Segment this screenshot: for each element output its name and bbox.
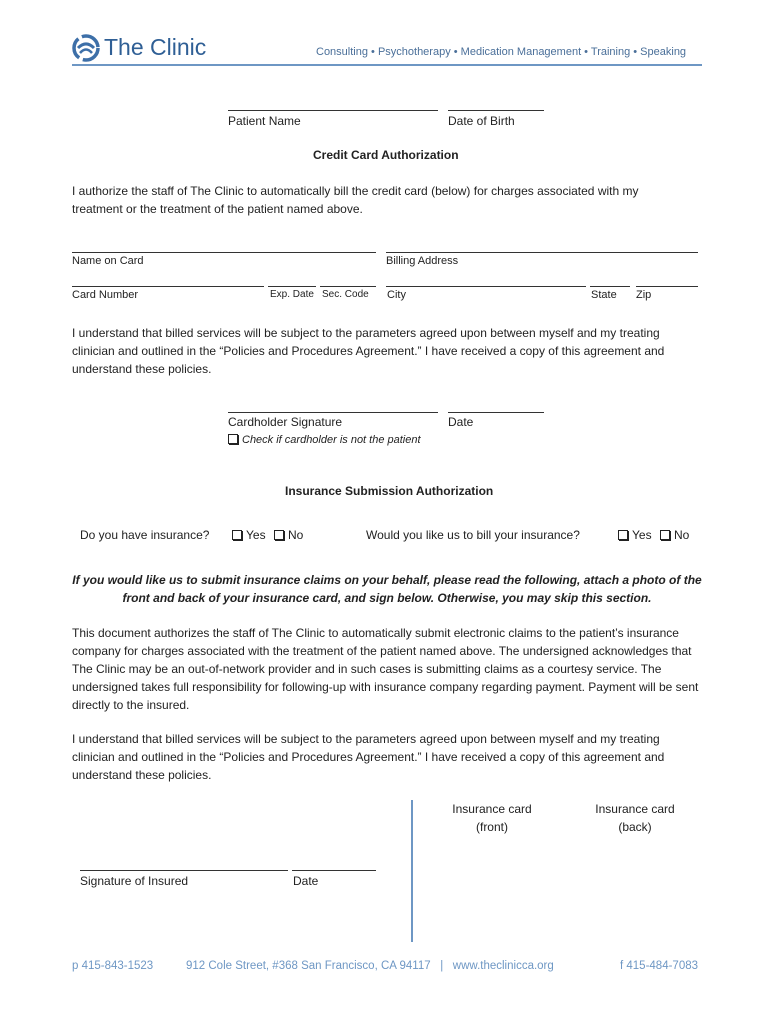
name-on-card-label: Name on Card bbox=[72, 255, 144, 267]
have-insurance-no-checkbox[interactable] bbox=[274, 530, 284, 540]
sec-code-label: Sec. Code bbox=[322, 289, 369, 300]
state-label: State bbox=[591, 289, 617, 301]
credit-card-title: Credit Card Authorization bbox=[313, 148, 459, 162]
insurance-instructions: If you would like us to submit insurance claims on your behalf, please read the following, attach a photo of the front and back of your insurance card, and sign below. Otherwise, you may skip this section. bbox=[72, 573, 702, 605]
city-label: City bbox=[387, 289, 406, 301]
exp-date-line[interactable] bbox=[268, 286, 316, 287]
footer-address: 912 Cole Street, #368 San Francisco, CA 94117 | www.theclinicca.org bbox=[186, 960, 554, 972]
card-number-line[interactable] bbox=[72, 286, 264, 287]
insurance-card-back-label: Insurance card (back) bbox=[595, 802, 675, 834]
have-insurance-yes[interactable] bbox=[232, 528, 266, 542]
services-tagline: Consulting • Psychotherapy • Medication Management • Training • Speaking bbox=[316, 46, 687, 58]
dob-label: Date of Birth bbox=[448, 114, 515, 128]
have-insurance-no[interactable] bbox=[274, 528, 303, 542]
insurance-card-front-label: Insurance card (front) bbox=[452, 802, 532, 834]
billing-address-label: Billing Address bbox=[386, 255, 459, 267]
dob-line[interactable] bbox=[448, 110, 544, 111]
city-line[interactable] bbox=[386, 286, 586, 287]
credit-card-auth-text: I authorize the staff of The Clinic to automatically bill the credit card (below) for charges associated with my treatment or the treatment of the patient named above. bbox=[72, 184, 639, 216]
no-label: No bbox=[288, 528, 304, 542]
bill-insurance-question: Would you like us to bill your insurance? bbox=[366, 528, 580, 542]
insurance-understand-text: I understand that billed services will be subject to the parameters agreed upon between myself and my treating clinician and outlined in the “Policies and Procedures Agreement.” I have received a copy of this agreement and understand these policies. bbox=[72, 732, 665, 782]
cardholder-signature-line[interactable] bbox=[228, 412, 438, 413]
name-on-card-line[interactable] bbox=[72, 252, 376, 253]
have-insurance-question: Do you have insurance? bbox=[80, 528, 210, 542]
insured-signature-label: Signature of Insured bbox=[80, 874, 189, 888]
yes-label: Yes bbox=[632, 528, 652, 542]
insured-date-label: Date bbox=[293, 874, 319, 888]
bill-insurance-no-checkbox[interactable] bbox=[660, 530, 670, 540]
not-patient-checkbox-row[interactable] bbox=[228, 434, 421, 446]
insurance-auth-text: This document authorizes the staff of The Clinic to automatically submit electronic claims to the patient’s insurance company for charges associated with the treatment of the patient named above. The undersigned acknowledges that The Clinic may be an out-of-network provider and in such cases is submitting claims as a courtesy service. The undersigned takes full responsibility for following-up with insurance company regarding payment. Payment will be sent directly to the insured. bbox=[72, 626, 699, 712]
insurance-card-front-box[interactable] bbox=[440, 800, 544, 836]
footer-phone: p 415-843-1523 bbox=[72, 960, 154, 972]
not-patient-checkbox[interactable] bbox=[228, 434, 238, 444]
zip-label: Zip bbox=[636, 289, 652, 301]
card-divider bbox=[411, 800, 413, 942]
state-line[interactable] bbox=[590, 286, 630, 287]
brand-name: The Clinic bbox=[104, 34, 207, 60]
yes-label: Yes bbox=[246, 528, 266, 542]
insured-signature-line[interactable] bbox=[80, 870, 288, 871]
footer-fax: f 415-484-7083 bbox=[620, 960, 699, 972]
exp-date-label: Exp. Date bbox=[270, 289, 314, 300]
have-insurance-yes-checkbox[interactable] bbox=[232, 530, 242, 540]
patient-name-line[interactable] bbox=[228, 110, 438, 111]
cardholder-date-line[interactable] bbox=[448, 412, 544, 413]
clinic-logo-icon bbox=[72, 34, 100, 62]
no-label: No bbox=[674, 528, 690, 542]
credit-card-understand-text: I understand that billed services will be subject to the parameters agreed upon between myself and my treating clinician and outlined in the “Policies and Procedures Agreement.” I have received a copy of this agreement and understand these policies. bbox=[72, 326, 665, 376]
header-rule bbox=[72, 64, 702, 66]
bill-insurance-yes[interactable] bbox=[618, 528, 652, 542]
insured-date-line[interactable] bbox=[292, 870, 376, 871]
billing-address-line[interactable] bbox=[386, 252, 698, 253]
not-patient-label: Check if cardholder is not the patient bbox=[242, 434, 421, 446]
cardholder-date-label: Date bbox=[448, 415, 474, 429]
sec-code-line[interactable] bbox=[320, 286, 376, 287]
cardholder-signature-label: Cardholder Signature bbox=[228, 415, 343, 429]
zip-line[interactable] bbox=[636, 286, 698, 287]
patient-name-label: Patient Name bbox=[228, 114, 301, 128]
insurance-title: Insurance Submission Authorization bbox=[285, 484, 494, 498]
bill-insurance-yes-checkbox[interactable] bbox=[618, 530, 628, 540]
insurance-card-back-box[interactable] bbox=[583, 800, 687, 836]
bill-insurance-no[interactable] bbox=[660, 528, 689, 542]
card-number-label: Card Number bbox=[72, 289, 139, 301]
